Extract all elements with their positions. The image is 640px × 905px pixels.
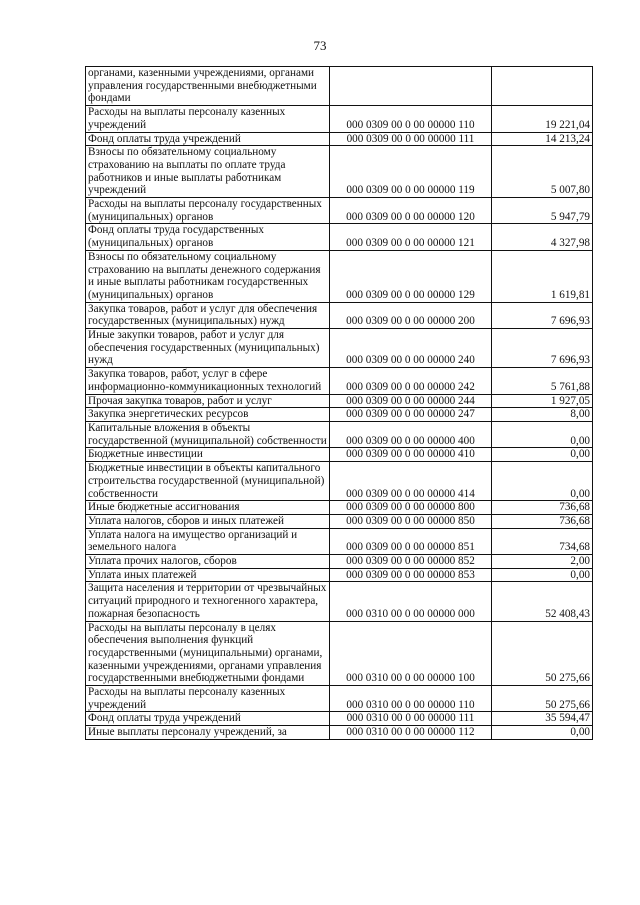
budget-code-cell: 000 0309 00 0 00 00000 853 xyxy=(330,568,492,582)
budget-code-cell: 000 0309 00 0 00 00000 244 xyxy=(330,394,492,408)
table-row xyxy=(86,368,593,394)
budget-code-cell: 000 0309 00 0 00 00000 410 xyxy=(330,448,492,462)
table-row xyxy=(86,329,593,368)
expense-name-cell: Иные бюджетные ассигнования xyxy=(86,501,330,515)
amount-cell: 19 221,04 xyxy=(492,106,593,132)
budget-code-cell xyxy=(330,67,492,106)
amount-cell: 1 927,05 xyxy=(492,394,593,408)
amount-cell: 5 947,79 xyxy=(492,198,593,224)
budget-code-cell: 000 0309 00 0 00 00000 414 xyxy=(330,462,492,501)
amount-cell: 0,00 xyxy=(492,726,593,740)
expense-name-cell: Иные закупки товаров, работ и услуг для обеспечения государственных (муниципальных) нужд xyxy=(86,329,330,368)
table-row xyxy=(86,462,593,501)
amount-cell: 0,00 xyxy=(492,421,593,447)
amount-cell: 52 408,43 xyxy=(492,582,593,621)
table-row xyxy=(86,448,593,462)
expense-name-cell: Расходы на выплаты персоналу в целях обеспечения выполнения функций государственными (муниципальными) органами, казенными учреждениями, органами управления государственными внебюджетными фондами xyxy=(86,621,330,686)
budget-code-cell: 000 0309 00 0 00 00000 121 xyxy=(330,224,492,250)
expense-name-cell: Бюджетные инвестиции в объекты капитального строительства государственной (муниципальной) собственности xyxy=(86,462,330,501)
amount-cell: 0,00 xyxy=(492,462,593,501)
amount-cell: 7 696,93 xyxy=(492,329,593,368)
budget-code-cell: 000 0309 00 0 00 00000 120 xyxy=(330,198,492,224)
budget-code-cell: 000 0309 00 0 00 00000 242 xyxy=(330,368,492,394)
amount-cell: 736,68 xyxy=(492,501,593,515)
table-row xyxy=(86,582,593,621)
amount-cell: 8,00 xyxy=(492,408,593,422)
amount-cell xyxy=(492,67,593,106)
budget-code-cell: 000 0310 00 0 00 00000 100 xyxy=(330,621,492,686)
table-row xyxy=(86,686,593,712)
table-row xyxy=(86,250,593,302)
expense-name-cell: Расходы на выплаты персоналу государственных (муниципальных) органов xyxy=(86,198,330,224)
budget-code-cell: 000 0309 00 0 00 00000 800 xyxy=(330,501,492,515)
amount-cell: 7 696,93 xyxy=(492,302,593,328)
budget-code-cell: 000 0310 00 0 00 00000 111 xyxy=(330,712,492,726)
budget-code-cell: 000 0309 00 0 00 00000 111 xyxy=(330,132,492,146)
budget-code-cell: 000 0309 00 0 00 00000 850 xyxy=(330,514,492,528)
table-row xyxy=(86,514,593,528)
table-row xyxy=(86,67,593,106)
amount-cell: 1 619,81 xyxy=(492,250,593,302)
amount-cell: 5 761,88 xyxy=(492,368,593,394)
expense-name-cell: Взносы по обязательному социальному страхованию на выплаты по оплате труда работников и иные выплаты работникам учреждений xyxy=(86,146,330,198)
expense-name-cell: Уплата иных платежей xyxy=(86,568,330,582)
table-row xyxy=(86,302,593,328)
expense-name-cell: Закупка товаров, работ, услуг в сфере информационно-коммуникационных технологий xyxy=(86,368,330,394)
amount-cell: 5 007,80 xyxy=(492,146,593,198)
table-row xyxy=(86,555,593,569)
table-row xyxy=(86,712,593,726)
budget-code-cell: 000 0310 00 0 00 00000 112 xyxy=(330,726,492,740)
budget-code-cell: 000 0309 00 0 00 00000 400 xyxy=(330,421,492,447)
amount-cell: 4 327,98 xyxy=(492,224,593,250)
budget-code-cell: 000 0309 00 0 00 00000 129 xyxy=(330,250,492,302)
budget-table xyxy=(85,66,593,740)
budget-code-cell: 000 0309 00 0 00 00000 851 xyxy=(330,528,492,554)
table-row xyxy=(86,408,593,422)
expense-name-cell: Защита населения и территории от чрезвычайных ситуаций природного и техногенного характера, пожарная безопасность xyxy=(86,582,330,621)
expense-name-cell: Капитальные вложения в объекты государственной (муниципальной) собственности xyxy=(86,421,330,447)
expense-name-cell: Иные выплаты персоналу учреждений, за xyxy=(86,726,330,740)
table-row xyxy=(86,106,593,132)
expense-name-cell: Взносы по обязательному социальному страхованию на выплаты денежного содержания и иные выплаты работникам государственных (муниципальных) органов xyxy=(86,250,330,302)
expense-name-cell: Расходы на выплаты персоналу казенных учреждений xyxy=(86,106,330,132)
expense-name-cell: Фонд оплаты труда учреждений xyxy=(86,132,330,146)
table-row xyxy=(86,421,593,447)
budget-code-cell: 000 0309 00 0 00 00000 852 xyxy=(330,555,492,569)
amount-cell: 734,68 xyxy=(492,528,593,554)
table-row xyxy=(86,726,593,740)
expense-name-cell: Фонд оплаты труда государственных (муниципальных) органов xyxy=(86,224,330,250)
expense-name-cell: органами, казенными учреждениями, органами управления государственными внебюджетными фондами xyxy=(86,67,330,106)
expense-name-cell: Закупка товаров, работ и услуг для обеспечения государственных (муниципальных) нужд xyxy=(86,302,330,328)
budget-code-cell: 000 0309 00 0 00 00000 200 xyxy=(330,302,492,328)
budget-code-cell: 000 0309 00 0 00 00000 247 xyxy=(330,408,492,422)
table-row xyxy=(86,501,593,515)
expense-name-cell: Уплата прочих налогов, сборов xyxy=(86,555,330,569)
amount-cell: 0,00 xyxy=(492,568,593,582)
budget-code-cell: 000 0309 00 0 00 00000 240 xyxy=(330,329,492,368)
expense-name-cell: Уплата налога на имущество организаций и земельного налога xyxy=(86,528,330,554)
table-row xyxy=(86,146,593,198)
expense-name-cell: Фонд оплаты труда учреждений xyxy=(86,712,330,726)
budget-code-cell: 000 0310 00 0 00 00000 000 xyxy=(330,582,492,621)
table-row xyxy=(86,394,593,408)
amount-cell: 14 213,24 xyxy=(492,132,593,146)
amount-cell: 50 275,66 xyxy=(492,621,593,686)
expense-name-cell: Уплата налогов, сборов и иных платежей xyxy=(86,514,330,528)
expense-name-cell: Прочая закупка товаров, работ и услуг xyxy=(86,394,330,408)
table-row xyxy=(86,132,593,146)
budget-code-cell: 000 0310 00 0 00 00000 110 xyxy=(330,686,492,712)
table-row xyxy=(86,528,593,554)
table-row xyxy=(86,621,593,686)
expense-name-cell: Бюджетные инвестиции xyxy=(86,448,330,462)
budget-code-cell: 000 0309 00 0 00 00000 110 xyxy=(330,106,492,132)
budget-table-body xyxy=(86,67,593,740)
page-number: 73 xyxy=(313,38,327,53)
expense-name-cell: Расходы на выплаты персоналу казенных учреждений xyxy=(86,686,330,712)
amount-cell: 35 594,47 xyxy=(492,712,593,726)
table-row xyxy=(86,224,593,250)
amount-cell: 0,00 xyxy=(492,448,593,462)
table-row xyxy=(86,568,593,582)
expense-name-cell: Закупка энергетических ресурсов xyxy=(86,408,330,422)
amount-cell: 2,00 xyxy=(492,555,593,569)
budget-code-cell: 000 0309 00 0 00 00000 119 xyxy=(330,146,492,198)
amount-cell: 50 275,66 xyxy=(492,686,593,712)
table-row xyxy=(86,198,593,224)
amount-cell: 736,68 xyxy=(492,514,593,528)
